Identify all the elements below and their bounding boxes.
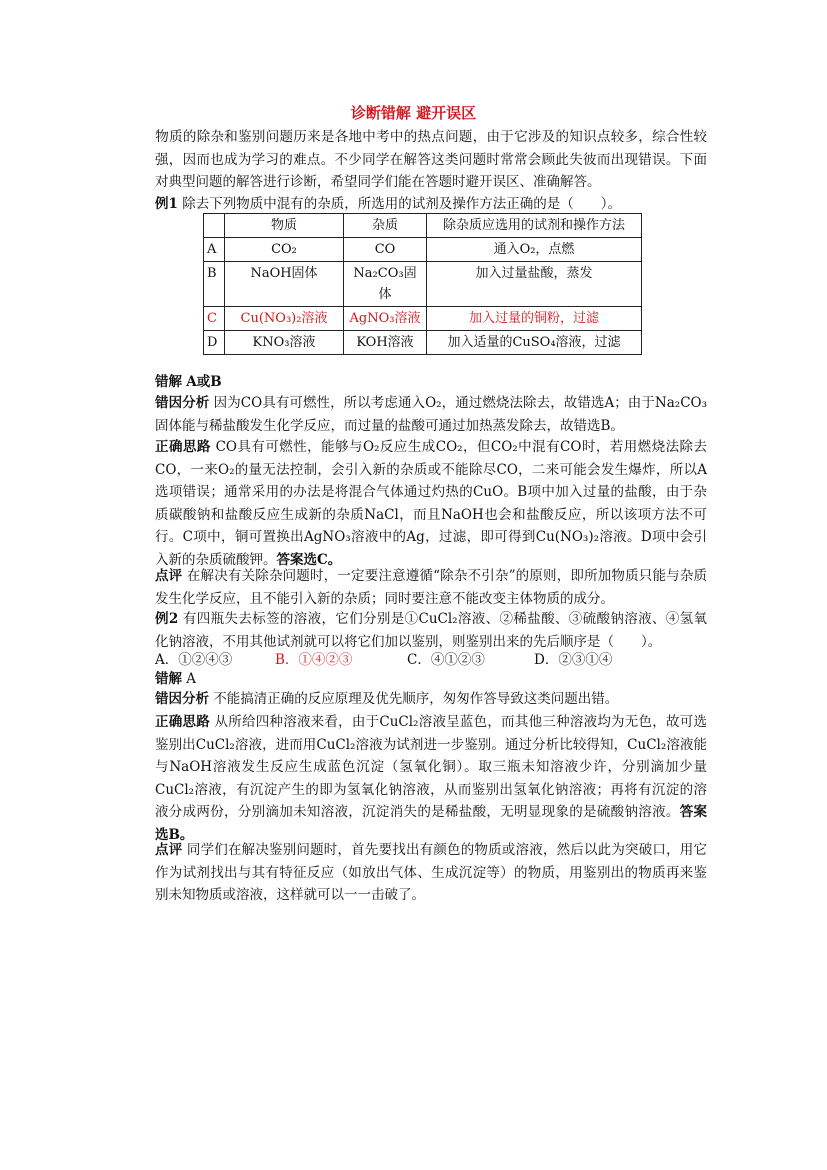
table-header-row bbox=[204, 214, 642, 238]
row-method: 加入适量的CuSO₄溶液，过滤 bbox=[427, 331, 642, 355]
row-key: C bbox=[204, 307, 225, 331]
comment-label: 点评 bbox=[155, 568, 183, 584]
row-method: 通入O₂，点燃 bbox=[427, 238, 642, 262]
intro-text: 物质的除杂和鉴别问题历来是各地中考中的热点问题，由于它涉及的知识点较多，综合性较强，因而也成为学习的难点。不少同学在解答这类问题时常常会顾此失彼而出现错误。下面对典型问题的解答进行诊断，希望同学们能在答题时避开误区、准确解答。 bbox=[155, 129, 707, 190]
row-key: D bbox=[204, 331, 225, 355]
answer-text: 答案选C。 bbox=[276, 551, 342, 568]
example2-question bbox=[155, 608, 707, 653]
right-label: 正确思路 bbox=[155, 439, 211, 455]
row-key: B bbox=[204, 262, 225, 307]
example1-correct-reasoning bbox=[155, 436, 707, 571]
example1-question-text: 除去下列物质中混有的杂质，所选用的试剂及操作方法正确的是（ ）。 bbox=[182, 196, 621, 212]
wrong-label: 错解 bbox=[155, 374, 182, 390]
example1-cause bbox=[155, 392, 707, 437]
right-label: 正确思路 bbox=[155, 714, 210, 730]
cause-text: 不能搞清正确的反应原理及优先顺序，匆匆作答导致这类问题出错。 bbox=[213, 691, 619, 707]
option-c: C．④①②③ bbox=[407, 652, 485, 668]
row-substance: KNO₃溶液 bbox=[225, 331, 344, 355]
right-text: 从所给四种溶液来看，由于CuCl₂溶液呈蓝色，而其他三种溶液均为无色，故可选鉴别出CuCl₂溶液，进而用CuCl₂溶液为试剂进一步鉴别。通过分析比较得知，CuCl₂溶液能与NaOH溶液发生反应生成蓝色沉淀（氢氧化铜）。取三瓶未知溶液少许，分别滴加少量CuCl₂溶液，有沉淀产生的即为氢氧化钠溶液，从而鉴别出氢氧化钠溶液；再将有沉淀的溶液分成两份，分别滴加未知溶液，沉淀消失的是稀盐酸，无明显现象的是硫酸钠溶液。 bbox=[155, 714, 707, 820]
example1-wrong-answer bbox=[155, 371, 707, 394]
cause-text: 因为CO具有可燃性，所以考虑通入O₂，通过燃烧法除去，故错选A；由于Na₂CO₃固体能与稀盐酸发生化学反应，而过量的盐酸可通过加热蒸发除去，故错选B。 bbox=[155, 395, 708, 434]
purification-table bbox=[203, 213, 642, 355]
table-header-cell: 杂质 bbox=[344, 214, 427, 238]
option-b: B．①④②③ bbox=[275, 652, 353, 668]
row-impurity: CO bbox=[344, 238, 427, 262]
right-text: CO具有可燃性，能够与O₂反应生成CO₂，但CO₂中混有CO时，若用燃烧法除去CO，一来O₂的量无法控制，会引入新的杂质或不能除尽CO，二来可能会发生爆炸，所以A选项错误；通常采用的办法是将混合气体通过灼热的CuO。B项中加入过量的盐酸，由于杂质碳酸钠和盐酸反应生成新的杂质NaCl，而且NaOH也会和盐酸反应，所以该项方法不可行。C项中，铜可置换出AgNO₃溶液中的Ag，过滤，即可得到Cu(NO₃)₂溶液。D项中会引入新的杂质硫酸钾。 bbox=[155, 439, 707, 568]
table-row-correct bbox=[204, 307, 642, 331]
row-impurity: Na₂CO₃固体 bbox=[344, 262, 427, 307]
row-method: 加入过量盐酸，蒸发 bbox=[427, 262, 642, 307]
wrong-value: A或B bbox=[186, 374, 222, 390]
row-substance: Cu(NO₃)₂溶液 bbox=[225, 307, 344, 331]
row-key: A bbox=[204, 238, 225, 262]
example2-correct-reasoning bbox=[155, 711, 707, 846]
row-impurity: AgNO₃溶液 bbox=[344, 307, 427, 331]
example2-question-text: 有四瓶失去标签的溶液，它们分别是①CuCl₂溶液、②稀盐酸、③硫酸钠溶液、④氢氧化钠溶液，不用其他试剂就可以将它们加以鉴别，则鉴别出来的先后顺序是（ ）。 bbox=[155, 611, 707, 650]
row-substance: CO₂ bbox=[225, 238, 344, 262]
example2-label: 例2 bbox=[155, 611, 179, 627]
comment-text: 在解决有关除杂问题时，一定要注意遵循“除杂不引杂”的原则，即所加物质只能与杂质发生化学反应，且不能引入新的杂质；同时要注意不能改变主体物质的成分。 bbox=[155, 568, 708, 607]
table-header-cell: 除杂质应选用的试剂和操作方法 bbox=[427, 214, 642, 238]
table-row bbox=[204, 238, 642, 262]
option-d: D．②③①④ bbox=[534, 652, 613, 668]
comment-label: 点评 bbox=[155, 842, 183, 858]
example1-label: 例1 bbox=[155, 196, 178, 212]
row-substance: NaOH固体 bbox=[225, 262, 344, 307]
table-row bbox=[204, 262, 642, 307]
row-method: 加入过量的铜粉，过滤 bbox=[427, 307, 642, 331]
example2-comment bbox=[155, 839, 707, 907]
wrong-label: 错解 bbox=[155, 671, 182, 687]
option-a: A．①②④③ bbox=[155, 652, 233, 668]
row-impurity: KOH溶液 bbox=[344, 331, 427, 355]
example1-comment bbox=[155, 565, 707, 610]
comment-text: 同学们在解决鉴别问题时，首先要找出有颜色的物质或溶液，然后以此为突破口，用它作为试剂找出与其有特征反应（如放出气体、生成沉淀等）的物质，用鉴别出的物质再来鉴别未知物质或溶液，这样就可以一一击破了。 bbox=[155, 842, 707, 903]
intro-paragraph bbox=[155, 126, 707, 194]
example2-cause bbox=[155, 688, 707, 711]
table-header-cell bbox=[204, 214, 225, 238]
table-header-cell: 物质 bbox=[225, 214, 344, 238]
page-title: 诊断错解 避开误区 bbox=[350, 104, 477, 122]
answer-text: 答案选B。 bbox=[155, 804, 708, 843]
cause-label: 错因分析 bbox=[155, 691, 209, 707]
cause-label: 错因分析 bbox=[155, 395, 210, 411]
table-row bbox=[204, 331, 642, 355]
wrong-value: A bbox=[186, 671, 197, 687]
